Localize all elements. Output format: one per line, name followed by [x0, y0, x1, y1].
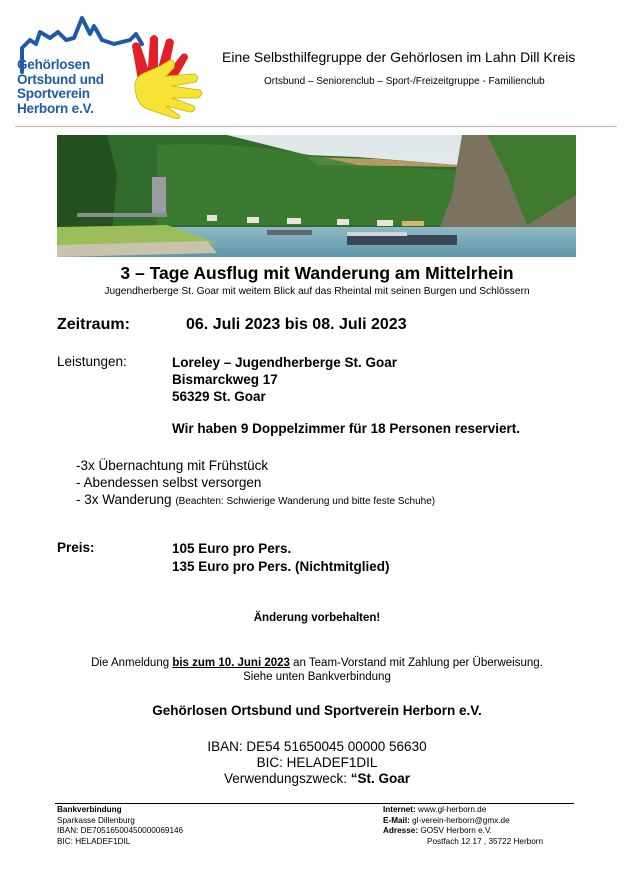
- footer-bank-iban: IBAN: DE70516500450000069146: [57, 826, 184, 835]
- registration-deadline: bis zum 10. Juni 2023: [172, 657, 290, 669]
- logo-text: [17, 58, 104, 116]
- service-text: -3x Übernachtung mit Frühstück: [76, 458, 269, 473]
- leistungen-label: Leistungen:: [57, 354, 127, 369]
- event-title: 3 – Tage Ausflug mit Wanderung am Mittelrhein: [120, 263, 514, 283]
- event-subtitle: Jugendherberge St. Goar mit weitem Blick auf das Rheintal mit seinen Burgen und Schlössern: [104, 286, 530, 297]
- services-list: [76, 457, 435, 510]
- venue-city: 56329 St. Goar: [172, 389, 266, 404]
- address-label: Adresse:: [383, 826, 419, 835]
- address-line2: Postfach 12 17 , 35722 Herborn: [427, 836, 544, 846]
- footer-address: [383, 826, 543, 837]
- registration-line: [0, 656, 634, 670]
- registration-info: [0, 656, 634, 684]
- club-logo: [10, 10, 210, 120]
- registration-line2: Siehe unten Bankverbindung: [243, 671, 391, 683]
- footer-bank: [57, 805, 183, 847]
- purpose-value: “St. Goar: [350, 771, 411, 786]
- website-link[interactable]: www.gl-herborn.de: [415, 805, 487, 814]
- address-value: GOSV Herborn e.V.: [418, 826, 492, 835]
- registration-suffix: an Team-Vorstand mit Zahlung per Überweisung.: [289, 657, 543, 669]
- venue-street: Bismarckweg 17: [172, 372, 278, 387]
- email-label: E-Mail:: [383, 815, 410, 825]
- zeitraum-label: Zeitraum:: [57, 316, 130, 333]
- venue-name: Loreley – Jugendherberge St. Goar: [172, 355, 398, 370]
- club-name: Gehörlosen Ortsbund und Sportverein Herborn e.V.: [152, 703, 482, 718]
- service-item: [76, 474, 435, 491]
- footer-bank-name: Sparkasse Dillenburg: [57, 815, 135, 825]
- service-text: - 3x Wanderung: [76, 492, 176, 507]
- footer-email: [383, 816, 543, 827]
- reservation-note: Wir haben 9 Doppelzimmer für 18 Personen reserviert.: [172, 421, 520, 436]
- price-nonmember: 135 Euro pro Pers. (Nichtmitglied): [172, 558, 390, 574]
- bank-purpose: [0, 771, 634, 787]
- bank-iban: IBAN: DE54 51650045 00000 56630: [207, 739, 427, 754]
- email-link[interactable]: gl-verein-herborn@gmx.de: [409, 815, 510, 825]
- footer-bank-title: Bankverbindung: [57, 805, 122, 814]
- bank-details: [0, 739, 634, 787]
- service-text: - Abendessen selbst versorgen: [76, 475, 262, 490]
- service-item: [76, 457, 435, 474]
- logo-line: Herborn e.V.: [17, 100, 94, 116]
- service-item: [76, 491, 435, 510]
- price-list: [172, 540, 390, 575]
- price-member: 105 Euro pro Pers.: [172, 541, 292, 556]
- rhine-valley-photo: [57, 135, 576, 257]
- registration-prefix: Die Anmeldung: [91, 657, 173, 669]
- change-notice: Änderung vorbehalten!: [253, 612, 381, 624]
- purpose-label: Verwendungszweck:: [223, 771, 351, 786]
- internet-label: Internet:: [383, 805, 416, 814]
- footer-contact: [383, 805, 543, 847]
- header-divider: [15, 126, 617, 127]
- landscape-image-icon: [57, 135, 576, 257]
- zeitraum-value: 06. Juli 2023 bis 08. Juli 2023: [186, 316, 407, 333]
- service-note: (Beachten: Schwierige Wanderung und bitte feste Schuhe): [175, 496, 436, 507]
- logo-line: Ortsbund und: [17, 71, 104, 87]
- venue-address: [172, 354, 397, 405]
- preis-label: Preis:: [57, 540, 95, 555]
- footer-bank-bic: BIC: HELADEF1DIL: [57, 836, 131, 846]
- footer-divider: [55, 803, 574, 804]
- org-tagline: Eine Selbsthilfegruppe der Gehörlosen im Lahn Dill Kreis: [222, 49, 576, 65]
- org-subline: Ortsbund – Seniorenclub – Sport-/Freizeitgruppe - Familienclub: [264, 76, 545, 87]
- logo-line: Gehörlosen: [17, 57, 91, 72]
- footer-internet: [383, 805, 543, 816]
- bank-bic: BIC: HELADEF1DIL: [256, 755, 378, 770]
- logo-line: Sportverein: [17, 86, 90, 101]
